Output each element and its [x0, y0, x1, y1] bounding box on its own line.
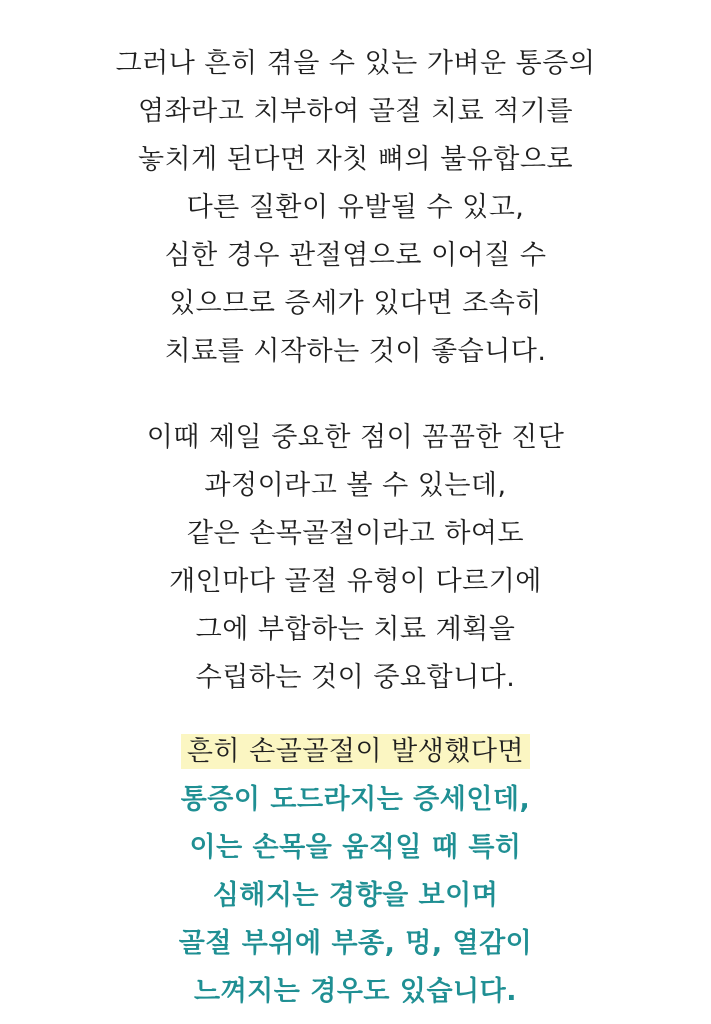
p1-line-4: 다른 질환이 유발될 수 있고, — [186, 192, 525, 223]
p3-line-5: 느껴지는 경우도 있습니다. — [194, 976, 517, 1007]
p3-line-4: 골절 부위에 부종, 멍, 열감이 — [178, 928, 533, 959]
p1-line-5: 심한 경우 관절염으로 이어질 수 — [164, 240, 547, 271]
p2-line-5: 그에 부합하는 치료 계획을 — [195, 614, 516, 645]
p3-line-1: 통증이 도드라지는 증세인데, — [180, 784, 531, 815]
p3-line-3: 심해지는 경향을 보이며 — [212, 880, 499, 911]
p1-line-6: 있으므로 증세가 있다면 조속히 — [169, 288, 542, 319]
p1-line-3: 놓치게 된다면 자칫 뼈의 불유합으로 — [137, 144, 574, 175]
p3-line-2: 이는 손목을 움직일 때 특히 — [189, 832, 522, 863]
p2-line-3: 같은 손목골절이라고 하여도 — [186, 518, 525, 549]
p1-line-2: 염좌라고 치부하여 골절 치료 적기를 — [137, 96, 574, 127]
highlight-text: 흔히 손골골절이 발생했다면 — [181, 734, 530, 769]
p2-line-4: 개인마다 골절 유형이 다르기에 — [169, 566, 542, 597]
p2-line-6: 수립하는 것이 중요합니다. — [195, 662, 516, 693]
p1-line-7: 치료를 시작하는 것이 좋습니다. — [164, 336, 547, 367]
p1-line-1: 그러나 흔히 겪을 수 있는 가벼운 통증의 — [115, 48, 596, 79]
p2-line-2: 과정이라고 볼 수 있는데, — [204, 470, 507, 501]
p2-line-1: 이때 제일 중요한 점이 꼼꼼한 진단 — [146, 422, 565, 453]
highlighted-line — [0, 732, 711, 772]
